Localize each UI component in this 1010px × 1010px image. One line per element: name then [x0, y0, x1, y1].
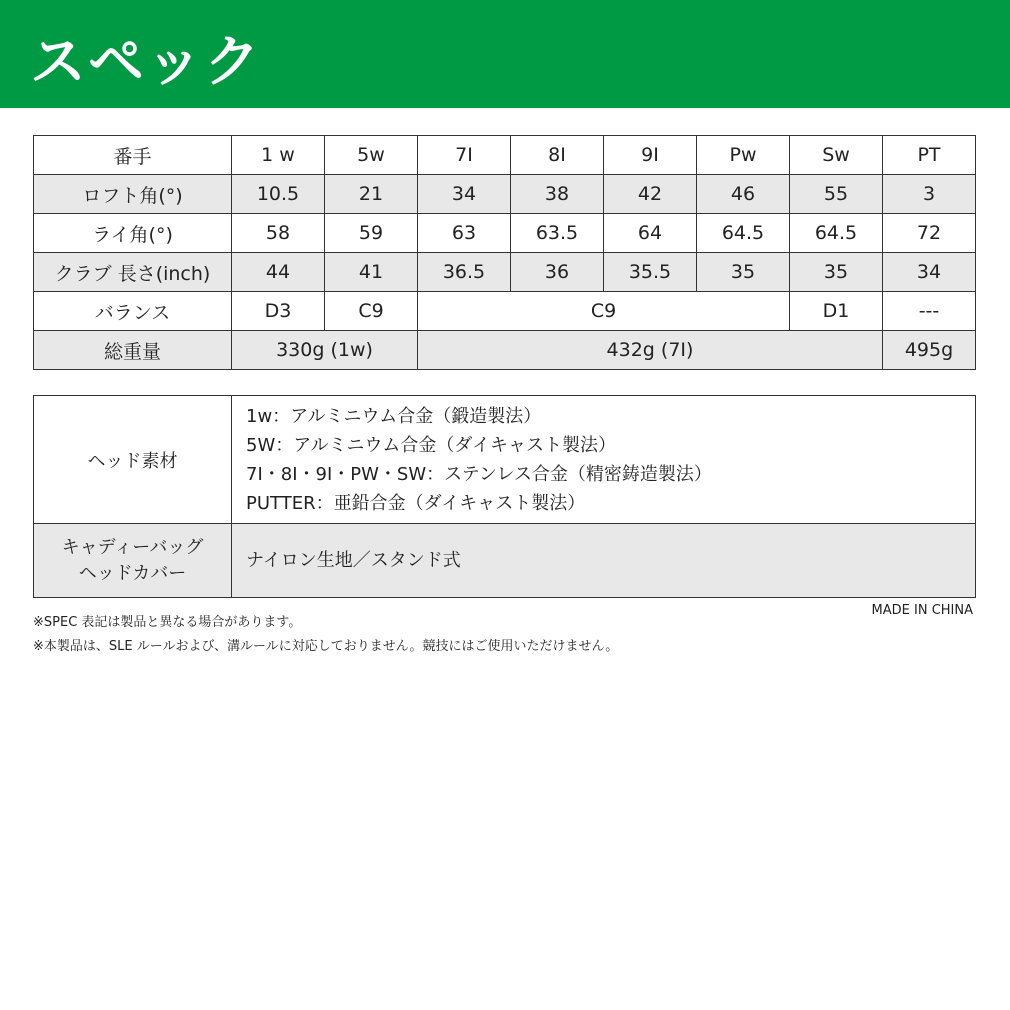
cell: Pw: [697, 136, 790, 175]
row-label: ヘッド素材: [34, 396, 232, 524]
cell: 8I: [511, 136, 604, 175]
cell: Sw: [790, 136, 883, 175]
cell: 38: [511, 175, 604, 214]
cell: 7I: [418, 136, 511, 175]
row-label: 総重量: [34, 331, 232, 370]
cell: 63.5: [511, 214, 604, 253]
cell: 9I: [604, 136, 697, 175]
row-label: バランス: [34, 292, 232, 331]
cell: 35.5: [604, 253, 697, 292]
row-label: クラブ 長さ(inch): [34, 253, 232, 292]
note: ※SPEC 表記は製品と異なる場合があります。: [33, 615, 302, 630]
cell: C9: [325, 292, 418, 331]
cell: 36: [511, 253, 604, 292]
cell: 41: [325, 253, 418, 292]
cell: 55: [790, 175, 883, 214]
table-row: [34, 524, 976, 598]
table-row: [34, 253, 976, 292]
made-in-label: MADE IN CHINA: [871, 603, 973, 618]
table-row: [34, 175, 976, 214]
cell: ---: [883, 292, 976, 331]
table-row: [34, 292, 976, 331]
cell: 64.5: [697, 214, 790, 253]
cell: 330g (1w): [232, 331, 418, 370]
table-row: [34, 136, 976, 175]
cell: 10.5: [232, 175, 325, 214]
cell: ナイロン生地／スタンド式: [232, 524, 976, 598]
table-row: [34, 396, 976, 524]
cell: C9: [418, 292, 790, 331]
row-label: ロフト角(°): [34, 175, 232, 214]
cell: 21: [325, 175, 418, 214]
cell: 432g (7I): [418, 331, 883, 370]
row-label: ライ角(°): [34, 214, 232, 253]
cell: 58: [232, 214, 325, 253]
page-title: スペック: [30, 30, 262, 95]
cell: D3: [232, 292, 325, 331]
row-label: 番手: [34, 136, 232, 175]
cell: 63: [418, 214, 511, 253]
material-line: 7I・8I・9I・PW・SW：ステンレス合金（精密鋳造製法）: [246, 463, 712, 485]
cell: 44: [232, 253, 325, 292]
cell: 5w: [325, 136, 418, 175]
table-row: [34, 331, 976, 370]
cell: 64: [604, 214, 697, 253]
material-line: 5W：アルミニウム合金（ダイキャスト製法）: [246, 434, 616, 456]
material-line: PUTTER：亜鉛合金（ダイキャスト製法）: [246, 492, 586, 514]
cell: 1 w: [232, 136, 325, 175]
materials-table: [33, 395, 976, 598]
cell: 46: [697, 175, 790, 214]
cell: 36.5: [418, 253, 511, 292]
cell: 34: [418, 175, 511, 214]
cell: 59: [325, 214, 418, 253]
cell: 35: [790, 253, 883, 292]
cell: 34: [883, 253, 976, 292]
spec-table: [33, 135, 976, 370]
cell: D1: [790, 292, 883, 331]
material-line: 1w：アルミニウム合金（鍛造製法）: [246, 405, 542, 427]
cell: PT: [883, 136, 976, 175]
cell: [232, 396, 976, 524]
cell: 3: [883, 175, 976, 214]
header-banner: [0, 0, 1010, 108]
label-line: キャディーバッグ: [61, 536, 204, 558]
cell: 495g: [883, 331, 976, 370]
cell: 35: [697, 253, 790, 292]
cell: 42: [604, 175, 697, 214]
table-row: [34, 214, 976, 253]
label-line: ヘッドカバー: [78, 562, 187, 584]
cell: 72: [883, 214, 976, 253]
cell: 64.5: [790, 214, 883, 253]
note: ※本製品は、SLE ルールおよび、溝ルールに対応しておりません。競技にはご使用いただけません。: [33, 639, 619, 654]
row-label: [34, 524, 232, 598]
